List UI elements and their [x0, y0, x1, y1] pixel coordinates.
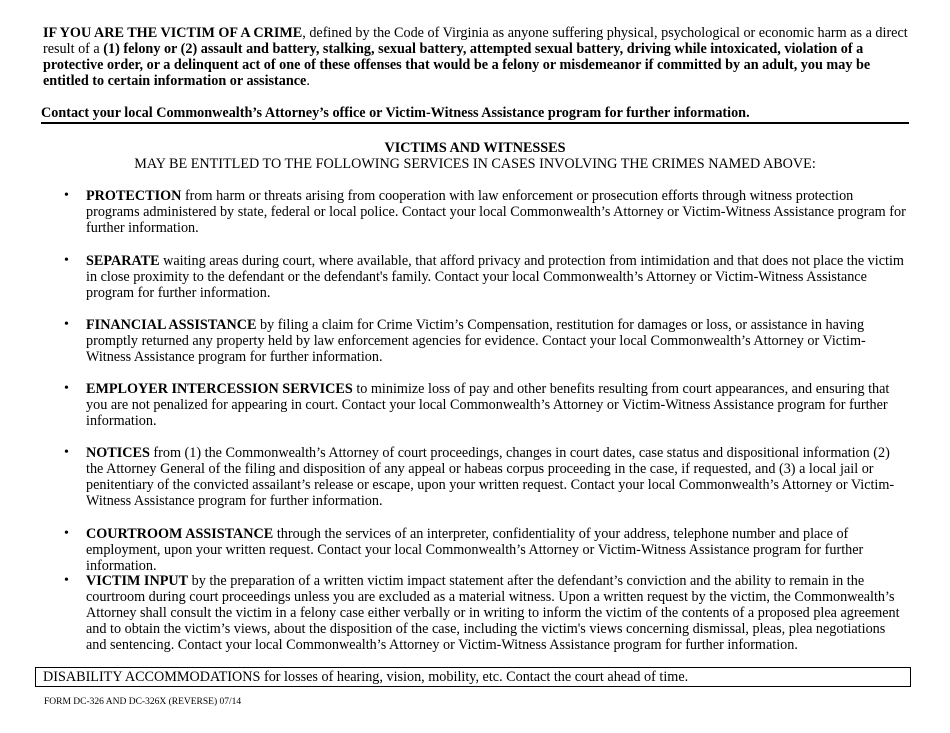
service-text: waiting areas during court, where available, that afford privacy and protection from intimidation and that does not place the victim in close proximity to the defendant or the defendant's family. Contact your local Commonwealth’s Attorney or Victim-Witness Assistance program for further information.: [86, 253, 904, 301]
section-divider: [41, 122, 909, 124]
disability-accommodations-note: DISABILITY ACCOMMODATIONS for losses of hearing, vision, mobility, etc. Contact the court ahead of time.: [35, 667, 911, 687]
bullet-icon: •: [64, 253, 69, 268]
intro-paragraph: [43, 25, 909, 89]
service-term: EMPLOYER INTERCESSION SERVICES: [86, 381, 353, 397]
service-victim-input: [64, 573, 908, 653]
bullet-icon: •: [64, 573, 69, 588]
intro-text-2: .: [306, 73, 310, 89]
service-text: from harm or threats arising from cooperation with law enforcement or prosecution efforts through witness protection programs administered by state, federal or local police. Contact your local Commonwealth’s Attorney or Victim-Witness Assistance program for further information.: [86, 188, 906, 236]
form-identifier: FORM DC-326 AND DC-326X (REVERSE) 07/14: [44, 697, 242, 707]
service-courtroom-assistance: [64, 526, 908, 574]
service-text: through the services of an interpreter, confidentiality of your address, telephone number and place of employment, upon your written request. Contact your local Commonwealth’s Attorney or Victim-Witness Assistance program for further information.: [86, 526, 864, 574]
service-notices: [64, 445, 908, 509]
bullet-icon: •: [64, 526, 69, 541]
bullet-icon: •: [64, 188, 69, 203]
intro-lead: IF YOU ARE THE VICTIM OF A CRIME: [43, 25, 303, 41]
service-term: SEPARATE: [86, 253, 160, 269]
bullet-icon: •: [64, 445, 69, 460]
service-text: from (1) the Commonwealth’s Attorney of court proceedings, changes in court dates, case status and dispositional information (2) the Attorney General of the filing and disposition of any appeal or habeas corpus proceeding in the case, if requested, and (3) a local jail or penitentiary of the convicted assailant’s release or escape, upon your written request. Contact your local Commonwealth’s Attorney or Victim-Witness Assistance program for further information.: [86, 445, 895, 509]
heading-title: VICTIMS AND WITNESSES: [384, 140, 566, 156]
service-term: PROTECTION: [86, 188, 182, 204]
service-term: NOTICES: [86, 445, 150, 461]
service-text: by the preparation of a written victim impact statement after the defendant’s conviction and the ability to remain in the courtroom during court proceedings unless you are excluded as a material witness. Upon a written request by the victim, the Commonwealth’s Attorney shall consult the victim in a felony case either verbally or in writing to inform the victim of the contents of a proposed plea agreement and to obtain the victim’s views, about the disposition of the case, including the victim's views concerning dismissal, pleas, plea negotiations and sentencing. Contact your local Commonwealth’s Attorney or Victim-Witness Assistance program for further information.: [86, 573, 900, 653]
intro-offense-list: (1) felony or (2) assault and battery, stalking, sexual battery, attempted sexual battery, driving while intoxicated, violation of a protective order, or a delinquent act of one of these offenses that would be a felony or misdemeanor if committed by an adult, you may be entitled to certain information or assistance: [43, 41, 871, 89]
services-heading: [41, 140, 909, 172]
service-protection: [64, 188, 908, 236]
contact-line: Contact your local Commonwealth’s Attorney’s office or Victim-Witness Assistance program for further information.: [41, 105, 750, 121]
service-term: COURTROOM ASSISTANCE: [86, 526, 274, 542]
bullet-icon: •: [64, 317, 69, 332]
heading-subtitle: MAY BE ENTITLED TO THE FOLLOWING SERVICES IN CASES INVOLVING THE CRIMES NAMED ABOVE:: [134, 156, 816, 172]
service-text: to minimize loss of pay and other benefits resulting from court appearances, and ensuring that you are not penalized for appearing in court. Contact your local Commonwealth’s Attorney or Victim-Witness Assistance program for further information.: [86, 381, 890, 429]
service-employer-intercession: [64, 381, 908, 429]
bullet-icon: •: [64, 381, 69, 396]
service-term: VICTIM INPUT: [86, 573, 189, 589]
service-separate: [64, 253, 908, 301]
service-text: by filing a claim for Crime Victim’s Compensation, restitution for damages or loss, or assistance in having promptly returned any property held by law enforcement agencies for evidence. Contact your local Commonwealth’s Attorney or Victim-Witness Assistance program for further information.: [86, 317, 866, 365]
intro-text-1: , defined by the Code of Virginia as anyone suffering physical, psychological or economic harm as a direct result of a: [43, 25, 908, 57]
service-financial-assistance: [64, 317, 908, 365]
service-term: FINANCIAL ASSISTANCE: [86, 317, 257, 333]
